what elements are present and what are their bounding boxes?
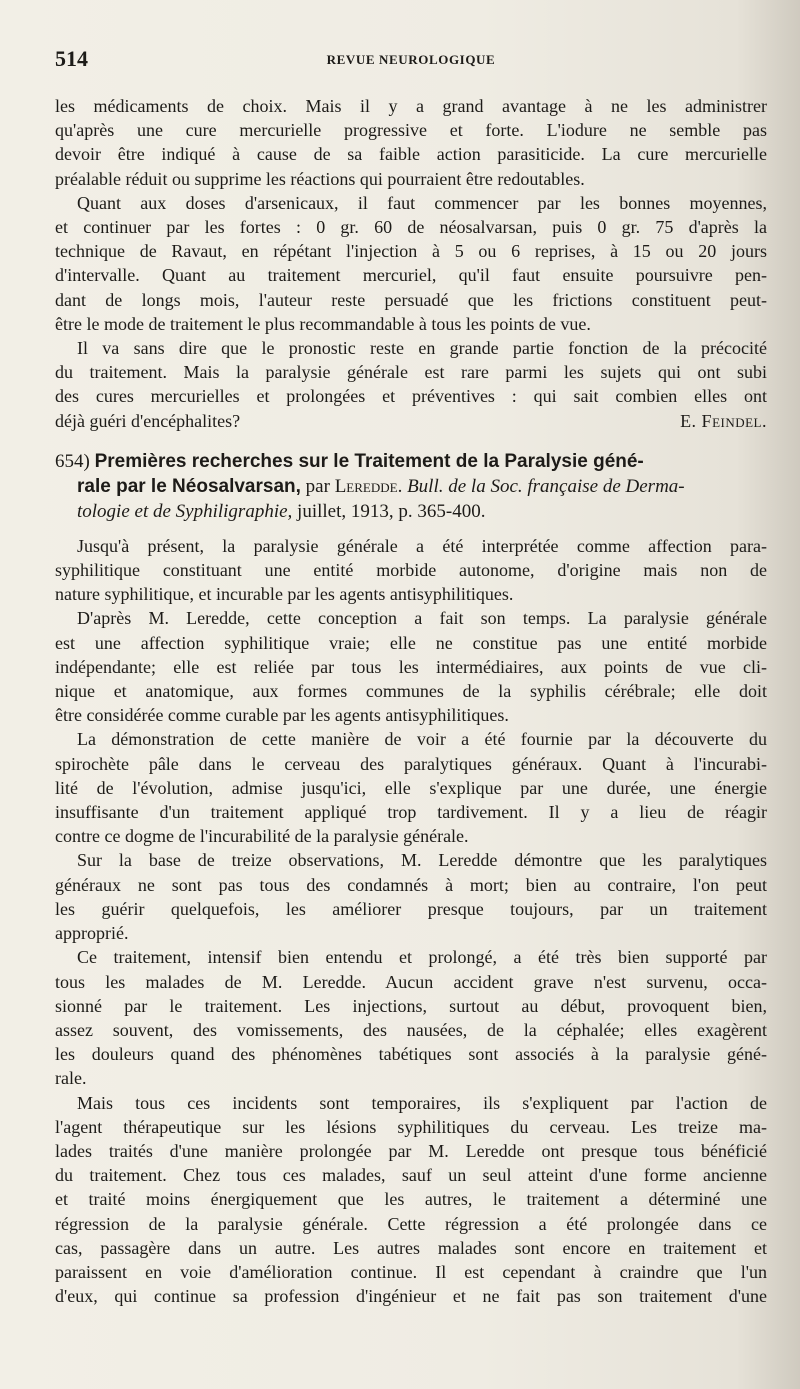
text-line: les guérir quelquefois, les améliorer presque toujours, par un traitement (55, 898, 767, 919)
text-line: régression de la paralysie générale. Cette régression a été prolongée dans ce (55, 1213, 767, 1234)
text-line: rale. (55, 1068, 87, 1089)
paragraph (55, 727, 767, 848)
article-title-part2: rale par le Néosalvarsan, (77, 475, 301, 497)
text-line: lades traités d'une manière prolongée par M. Leredde ont presque tous bénéficié (55, 1140, 767, 1161)
text-line: déjà guéri d'encéphalites? (55, 410, 241, 431)
paragraph (55, 534, 767, 607)
text-line: nature syphilitique, et incurable par les agents antisyphilitiques. (55, 584, 514, 605)
text-line: Il va sans dire que le pronostic reste en grande partie fonction de la précocité (77, 338, 767, 359)
text-line: La démonstration de cette manière de voir a été fournie par la découverte du (77, 729, 767, 750)
text-line: spirochète pâle dans le cerveau des paralytiques généraux. Quant à l'incurabi- (55, 753, 767, 774)
text-line: les douleurs quand des phénomènes tabétiques sont associés à la paralysie géné- (55, 1044, 767, 1065)
section-gap (55, 433, 767, 449)
paragraph (55, 945, 767, 1090)
text-line: cas, passagère dans un autre. Les autres malades sont encore en traitement et (55, 1237, 767, 1258)
paragraph (55, 1091, 767, 1309)
text-line: d'intervalle. Quant au traitement mercuriel, qu'il faut ensuite poursuivre pen- (55, 265, 767, 286)
text-line: indépendante; elle est reliée par tous les intermédiaires, aux points de vue cli- (55, 656, 767, 677)
text-line: l'agent thérapeutique sur les lésions syphilitiques du cerveau. Les treize ma- (55, 1116, 767, 1137)
text-line: Sur la base de treize observations, M. Leredde démontre que les paralytiques (77, 850, 767, 871)
paragraph (55, 94, 767, 191)
text-line: sionné par le traitement. Les injections, surtout au début, provoquent bien, (55, 995, 767, 1016)
text-line: syphilitique constituant une entité morbide autonome, d'origine mais non de (55, 560, 767, 581)
text-line: des cures mercurielles et prolongées et préventives : qui sait combien elles ont (55, 386, 767, 407)
text-line: du traitement. Mais la paralysie générale est rare parmi les sujets qui ont subi (55, 362, 767, 383)
article-heading-line (55, 474, 767, 499)
reviewer-signature: E. Feindel. (680, 410, 767, 431)
signature-line (55, 409, 767, 433)
text-line: insuffisante d'un traitement appliqué trop tardivement. Il y a lieu de réagir (55, 802, 767, 823)
article-heading-line (55, 449, 767, 474)
text-line: qu'après une cure mercurielle progressive et forte. L'iodure ne semble pas (55, 120, 767, 141)
text-line: paraissent en voie d'amélioration continue. Il est cependant à craindre que l'un (55, 1261, 767, 1282)
text-line: devoir être indiqué à cause de sa faible action parasiticide. La cure mercurielle (55, 144, 767, 165)
text-line: contre ce dogme de l'incurabilité de la paralysie générale. (55, 826, 469, 847)
text-line: les médicaments de choix. Mais il y a grand avantage à ne les administrer (55, 96, 767, 116)
text-line: D'après M. Leredde, cette conception a fait son temps. La paralysie générale (77, 608, 767, 629)
article-heading (55, 449, 767, 524)
source-journal-cont: tologie et de Syphiligraphie, (77, 500, 293, 522)
section-gap (55, 524, 767, 534)
page-number: 514 (55, 46, 88, 71)
text-line: Ce traitement, intensif bien entendu et prolongé, a été très bien supporté par (77, 947, 767, 968)
paragraph (55, 191, 767, 336)
text-line: être considérée comme curable par les agents antisyphilitiques. (55, 705, 509, 726)
text-line: et continuer par les fortes : 0 gr. 60 de néosalvarsan, puis 0 gr. 75 d'après la (55, 217, 767, 238)
text-line: est une affection syphilitique vraie; elle ne constitue pas une entité morbide (55, 632, 767, 653)
article-author: Leredde. (334, 475, 403, 497)
source-journal: Bull. de la Soc. française de Derma- (407, 475, 685, 497)
paragraph (55, 848, 767, 945)
text-line: préalable réduit ou supprime les réactions qui pourraient être redoutables. (55, 168, 585, 189)
text-line: assez souvent, des vomissements, des nausées, de la céphalée; elles exagèrent (55, 1019, 767, 1040)
source-date-pages: juillet, 1913, p. 365-400. (297, 500, 486, 522)
journal-title: REVUE NEUROLOGIQUE (326, 52, 496, 67)
text-line: du traitement. Chez tous ces malades, sauf un seul atteint d'une forme ancienne (55, 1165, 767, 1186)
text-line: approprié. (55, 923, 129, 944)
article-title-part1: Premières recherches sur le Traitement de la Paralysie géné- (94, 450, 644, 472)
article-number: 654) (55, 450, 90, 472)
text-line: Mais tous ces incidents sont temporaires, ils s'expliquent par l'action de (77, 1092, 767, 1113)
text-line: Quant aux doses d'arsenicaux, il faut commencer par les bonnes moyennes, (77, 192, 767, 213)
document-page (55, 46, 767, 1308)
text-line: tous les malades de M. Leredde. Aucun accident grave n'est survenu, occa- (55, 971, 767, 992)
text-line: être le mode de traitement le plus recommandable à tous les points de vue. (55, 313, 591, 334)
text-line: lité de l'évolution, admise jusqu'ici, elle s'explique par une durée, une énergie (55, 777, 767, 798)
text-line: dant de longs mois, l'auteur reste persuadé que les frictions constituent peut- (55, 289, 767, 310)
text-line: technique de Ravaut, en répétant l'injection à 5 ou 6 reprises, à 15 ou 20 jours (55, 241, 767, 262)
by-word: par (305, 475, 330, 497)
running-head (55, 46, 767, 76)
text-line: et traité moins énergiquement que les autres, le traitement a déterminé une (55, 1189, 767, 1210)
text-line: généraux ne sont pas tous des condamnés à mort; bien au contraire, l'on peut (55, 874, 767, 895)
paragraph (55, 606, 767, 727)
text-line: nique et anatomique, aux formes communes de la syphilis cérébrale; elle doit (55, 681, 767, 702)
text-line: Jusqu'à présent, la paralysie générale a été interprétée comme affection para- (77, 535, 767, 556)
text-line: d'eux, qui continue sa profession d'ingénieur et ne fait pas son traitement d'une (55, 1286, 767, 1307)
paragraph (55, 336, 767, 433)
article-heading-line (55, 499, 767, 524)
